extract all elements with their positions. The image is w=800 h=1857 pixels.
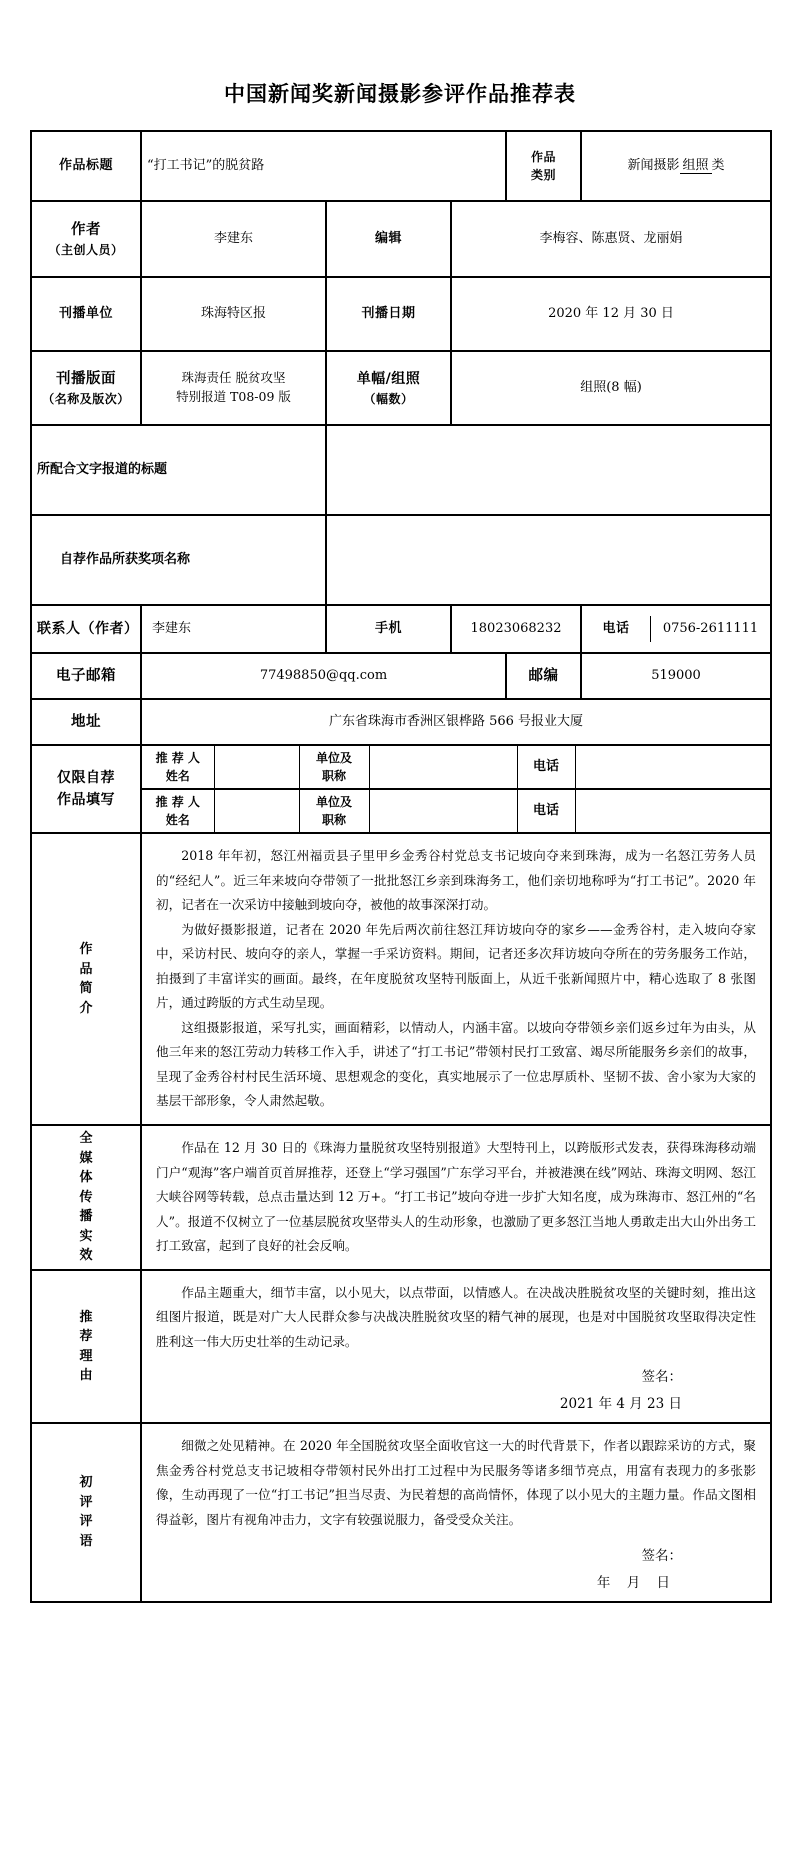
author-value[interactable]: 李建东 [141, 201, 326, 277]
category-suffix: 类 [711, 158, 725, 174]
recommender-unit-label-1-line1: 单位及 [315, 751, 352, 765]
address-label: 地址 [31, 699, 141, 745]
table-row-accompany-title [31, 425, 771, 515]
media-effect-label-char-1: 媒 [79, 1150, 93, 1166]
category-label-line2: 类别 [531, 168, 557, 182]
recommend-reason-label [31, 1270, 141, 1424]
media-effect-label-char-6: 效 [79, 1248, 93, 1264]
category-value[interactable] [581, 131, 771, 201]
pubdate-value[interactable]: 2020 年 12 月 30 日 [451, 277, 771, 351]
recommender-phone-label-1: 电话 [517, 746, 575, 788]
email-label: 电子邮箱 [31, 653, 141, 699]
email-value[interactable]: 77498850@qq.com [141, 653, 506, 699]
contact-value[interactable]: 李建东 [141, 605, 326, 653]
initial-review-signature-date[interactable]: 年 月 日 [596, 1574, 677, 1591]
recommend-reason-body [141, 1270, 771, 1424]
summary-paragraph-0: 2018 年年初，怒江州福贡县子里甲乡金秀谷村党总支书记坡向夺来到珠海，成为一名怒江劳务人员的“经纪人”。近三年来坡向夺带领了一批批怒江乡亲到珠海务工，他们亲切地称呼为“打工书记”。2020 年初，记者在一次采访中接触到坡向夺，被他的故事深深打动。 [156, 848, 757, 913]
table-row-recommend-reason [31, 1270, 771, 1424]
layout-value[interactable] [141, 351, 326, 425]
category-label-line1: 作品 [531, 150, 557, 164]
pubdate-label: 刊播日期 [326, 277, 451, 351]
single-group-value[interactable]: 组照(8 幅) [451, 351, 771, 425]
initial-review-paragraph-0: 细微之处见精神。在 2020 年全国脱贫攻坚全面收官这一大的时代背景下，作者以跟踪采访的方式，聚焦金秀谷村党总支书记坡相夺带领村民外出打工过程中为民服务等诸多细节亮点，用富有表现力的多张影像，生动再现了一位“打工书记”担当尽责、为民着想的高尚情怀，体现了以小见大的主题力量。作品文图相得益彰，图片有视角冲击力，文字有较强说服力，备受受众关注。 [156, 1438, 757, 1528]
work-title-label: 作品标题 [31, 131, 141, 201]
recommender-name-label-1 [142, 746, 214, 788]
publisher-label: 刊播单位 [31, 277, 141, 351]
recommender-name-value-2[interactable] [214, 790, 299, 832]
contact-phone-group [581, 605, 771, 653]
table-row-address [31, 699, 771, 745]
work-title-value[interactable]: “打工书记”的脱贫路 [141, 131, 506, 201]
phone-label: 电话 [582, 616, 651, 642]
media-effect-label-char-2: 体 [79, 1170, 93, 1186]
summary-paragraph-1: 为做好摄影报道，记者在 2020 年先后两次前往怒江拜访坡向夺的家乡——金秀谷村，走入坡向夺家中，采访村民、坡向夺的亲人，掌握一手采访资料。期间，记者还多次拜访坡向夺所在的劳务服务工作站，拍摄到了丰富详实的画面。最终，在年度脱贫攻坚特刊版面上，从近千张新闻照片中，精心选取了 8 张图片，通过跨版的方式生动呈现。 [156, 921, 757, 1011]
table-row-awards [31, 515, 771, 605]
recommend-reason-label-char-3: 由 [79, 1368, 93, 1384]
phone-value[interactable]: 0756-2611111 [662, 621, 759, 637]
summary-text [142, 834, 770, 1124]
recommend-reason-signature-date[interactable]: 2021 年 4 月 23 日 [559, 1396, 683, 1413]
recommend-reason-label-char-0: 推 [79, 1309, 93, 1325]
recommender-unit-label-2-line2: 职称 [321, 813, 346, 827]
media-effect-paragraph-0: 作品在 12 月 30 日的《珠海力量脱贫攻坚特别报道》大型特刊上，以跨版形式发表，获得珠海移动端门户“观海”客户端首页首屏推荐，还登上“学习强国”广东学习平台，并被港澳在线”网站、珠海文明网、怒江大峡谷网等转载，总点击量达到 12 万+。“打工书记”坡向夺进一步扩大知名度，成为珠海市、怒江州的“名人”。报道不仅树立了一位基层脱贫攻坚带头人的生动形象，也激励了更多怒江当地人勇敢走出大山外出务工打工致富，起到了良好的社会反响。 [156, 1140, 757, 1254]
awards-value[interactable] [326, 515, 771, 605]
editor-label: 编辑 [326, 201, 451, 277]
recommender-unit-label-2-line1: 单位及 [315, 795, 352, 809]
summary-label [31, 833, 141, 1125]
media-effect-label [31, 1125, 141, 1270]
media-effect-label-char-0: 全 [79, 1131, 93, 1147]
layout-label-line1: 刊播版面 [56, 370, 116, 388]
initial-review-signature-label[interactable]: 签名： [641, 1547, 683, 1564]
table-row-self-rec-1 [31, 745, 771, 789]
self-rec-label-line2: 作品填写 [57, 792, 115, 808]
recommendation-form-table [30, 130, 772, 1603]
recommender-name-label-1-line2: 姓名 [165, 769, 190, 783]
summary-label-char-1: 品 [79, 961, 93, 977]
recommender-phone-value-1[interactable] [575, 746, 770, 788]
initial-review-label-char-0: 初 [79, 1475, 93, 1491]
recommender-phone-value-2[interactable] [575, 790, 770, 832]
recommend-reason-signature-block [156, 1364, 756, 1418]
recommender-unit-value-1[interactable] [369, 746, 517, 788]
media-effect-label-char-4: 播 [79, 1209, 93, 1225]
address-value[interactable]: 广东省珠海市香洲区银桦路 566 号报业大厦 [141, 699, 771, 745]
layout-value-line2: 特别报道 T08-09 版 [176, 389, 291, 404]
postcode-label: 邮编 [506, 653, 581, 699]
media-effect-text [142, 1126, 770, 1269]
initial-review-label-char-1: 评 [79, 1494, 93, 1510]
initial-review-text [142, 1424, 770, 1600]
initial-review-label-char-3: 语 [79, 1533, 93, 1549]
summary-label-char-2: 简 [79, 981, 93, 996]
recommender-name-value-1[interactable] [214, 746, 299, 788]
category-prefix: 新闻摄影 [627, 158, 680, 174]
publisher-value[interactable]: 珠海特区报 [141, 277, 326, 351]
table-row-summary [31, 833, 771, 1125]
table-row-email [31, 653, 771, 699]
initial-review-signature-block [156, 1543, 756, 1597]
recommender-name-label-2 [142, 790, 214, 832]
single-group-label [326, 351, 451, 425]
layout-label-line2: （名称及版次） [42, 391, 130, 406]
recommender-unit-label-1 [299, 746, 369, 788]
accompany-label: 所配合文字报道的标题 [31, 425, 326, 515]
table-row-contact [31, 605, 771, 653]
initial-review-label [31, 1423, 141, 1601]
table-row-layout [31, 351, 771, 425]
author-label-line2: （主创人员） [48, 242, 124, 257]
media-effect-label-char-3: 传 [79, 1189, 93, 1205]
layout-label [31, 351, 141, 425]
category-label [506, 131, 581, 201]
table-row-self-rec-2 [31, 789, 771, 833]
table-row-media-effect [31, 1125, 771, 1270]
summary-label-char-3: 介 [79, 1000, 93, 1016]
recommend-reason-label-char-1: 荐 [79, 1329, 93, 1345]
editor-value[interactable]: 李梅容、陈惠贤、龙丽娟 [451, 201, 771, 277]
media-effect-label-char-5: 实 [79, 1228, 93, 1244]
postcode-value[interactable]: 519000 [581, 653, 771, 699]
recommender-unit-label-1-line2: 职称 [321, 769, 346, 783]
table-row-publisher [31, 277, 771, 351]
recommender-name-label-1-line1: 推 荐 人 [155, 751, 200, 765]
author-label [31, 201, 141, 277]
summary-paragraph-2: 这组摄影报道，采写扎实，画面精彩，以情动人，内涵丰富。以坡向夺带领乡亲们返乡过年为由头，从他三年来的怒江劳动力转移工作入手，讲述了“打工书记”带领村民打工致富、竭尽所能服务乡亲们的故事，呈现了金秀谷村村民生活环境、思想观念的变化，真实地展示了一位忠厚质朴、坚韧不拔、舍小家为大家的基层干部形象，令人肃然起敬。 [156, 1019, 757, 1109]
table-row-author [31, 201, 771, 277]
recommend-reason-signature-label[interactable]: 签名： [641, 1369, 683, 1386]
recommender-unit-label-2 [299, 790, 369, 832]
page-title: 中国新闻奖新闻摄影参评作品推荐表 [224, 81, 576, 106]
media-effect-body [141, 1125, 771, 1270]
summary-label-char-0: 作 [79, 942, 93, 957]
recommender-name-label-2-line1: 推 荐 人 [155, 795, 200, 809]
awards-label: 自荐作品所获奖项名称 [31, 515, 326, 605]
initial-review-body [141, 1423, 771, 1601]
mobile-value[interactable]: 18023068232 [451, 605, 581, 653]
recommender-name-label-2-line2: 姓名 [165, 813, 190, 827]
accompany-value[interactable] [326, 425, 771, 515]
recommend-reason-paragraph-0: 作品主题重大，细节丰富，以小见大，以点带面，以情感人。在决战决胜脱贫攻坚的关键时刻，推出这组图片报道，既是对广大人民群众参与决战决胜脱贫攻坚的精气神的展现，也是对中国脱贫攻坚取得决定性胜利这一伟大历史壮举的生动记录。 [156, 1284, 757, 1349]
recommender-phone-label-2: 电话 [517, 790, 575, 832]
table-row-work-title [31, 131, 771, 201]
recommend-reason-label-char-2: 理 [79, 1348, 93, 1364]
single-group-label-line2: （幅数） [363, 391, 414, 406]
self-rec-label [31, 745, 141, 833]
summary-body [141, 833, 771, 1125]
single-group-label-line1: 单幅/组照 [356, 370, 421, 387]
recommender-unit-value-2[interactable] [369, 790, 517, 832]
layout-value-line1: 珠海责任 脱贫攻坚 [181, 370, 286, 386]
self-rec-row2-group [141, 789, 771, 833]
mobile-label: 手机 [326, 605, 451, 653]
self-rec-row1-group [141, 745, 771, 789]
recommend-reason-text [142, 1271, 770, 1423]
category-fill[interactable]: 组照 [680, 158, 712, 174]
table-row-initial-review [31, 1423, 771, 1601]
self-rec-label-line1: 仅限自荐 [57, 769, 115, 786]
contact-label: 联系人（作者） [31, 605, 141, 653]
author-label-line1: 作者 [71, 221, 101, 239]
initial-review-label-char-2: 评 [79, 1514, 93, 1530]
